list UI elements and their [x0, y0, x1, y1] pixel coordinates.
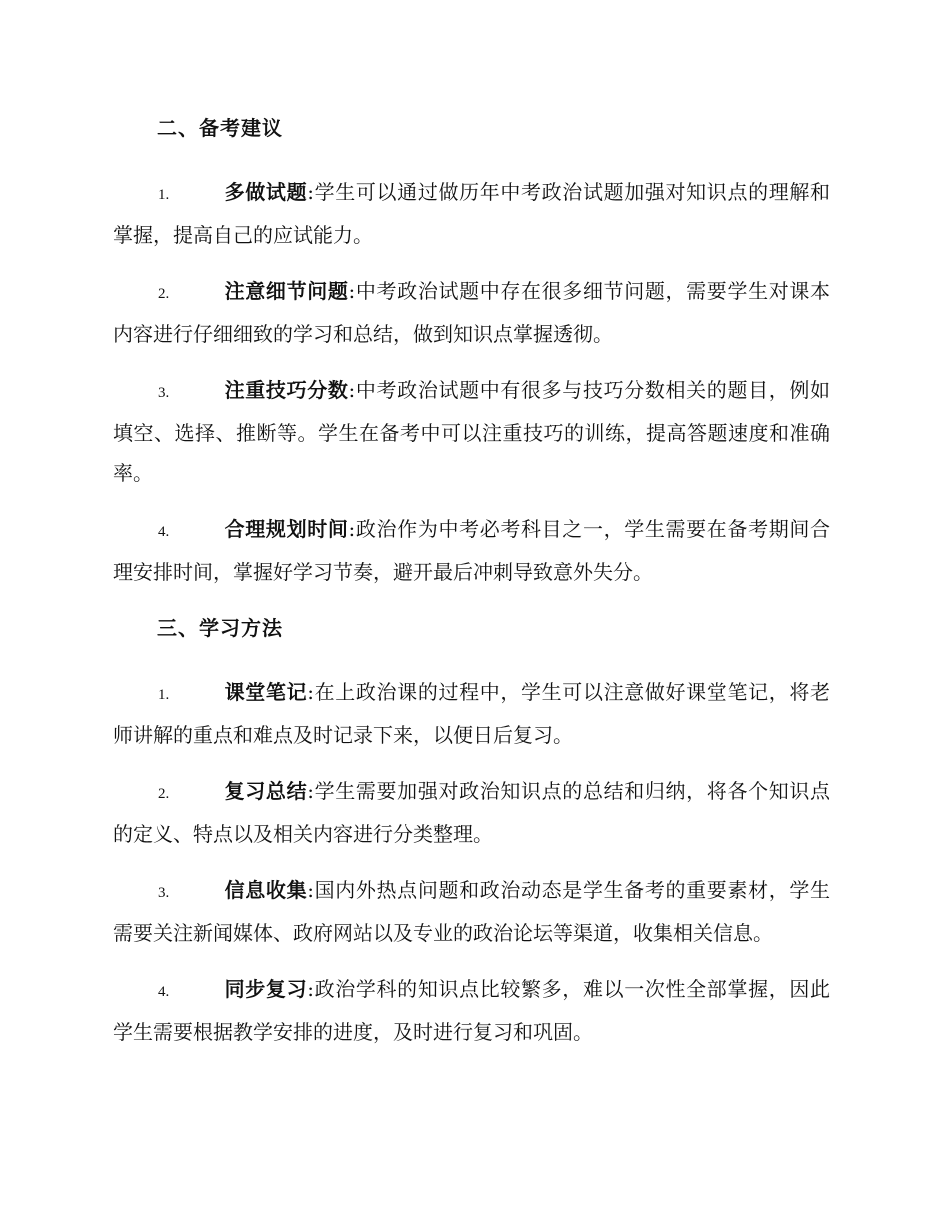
list-number: 3.: [158, 885, 170, 901]
list-item: [113, 870, 830, 953]
list-item: [113, 969, 830, 1052]
list-term: 注意细节问题: [224, 279, 349, 303]
list-number: 4.: [158, 984, 170, 1000]
list-text: 国内外热点问题和政治动态是学生备考的重要素材，学生需要关注新闻媒体、政府网站以及专业的政治论坛等渠道，收集相关信息。: [113, 878, 831, 945]
list-item: [113, 370, 830, 493]
list-term: 信息收集: [224, 878, 308, 902]
list-term: 复习总结: [224, 779, 308, 803]
list-colon: :: [307, 779, 314, 803]
list-number: 2.: [158, 786, 170, 802]
list-item: [113, 271, 830, 354]
list-item: [113, 771, 830, 854]
list-text: 政治作为中考必考科目之一，学生需要在备考期间合理安排时间，掌握好学习节奏，避开最后冲刺导致意外失分。: [113, 517, 831, 584]
list-text: 学生需要加强对政治知识点的总结和归纳，将各个知识点的定义、特点以及相关内容进行分类整理。: [113, 779, 831, 846]
list-colon: :: [307, 180, 314, 204]
list-colon: :: [307, 977, 314, 1001]
list-colon: :: [348, 279, 356, 303]
list-colon: :: [307, 680, 314, 704]
list-number: 2.: [158, 286, 170, 302]
list-text: 学生可以通过做历年中考政治试题加强对知识点的理解和掌握，提高自己的应试能力。: [113, 180, 831, 247]
list-item: [113, 509, 830, 592]
list-term: 合理规划时间: [224, 517, 349, 541]
list-term: 多做试题: [224, 180, 308, 204]
list-term: 课堂笔记: [224, 680, 308, 704]
section-heading-study-methods: 三、学习方法: [157, 616, 283, 640]
list-text: 在上政治课的过程中，学生可以注意做好课堂笔记，将老师讲解的重点和难点及时记录下来，以便日后复习。: [113, 680, 831, 747]
list-colon: :: [348, 517, 356, 541]
section-heading-prep-advice: 二、备考建议: [157, 116, 283, 140]
list-text: 政治学科的知识点比较繁多，难以一次性全部掌握，因此学生需要根据教学安排的进度，及时进行复习和巩固。: [113, 977, 831, 1044]
list-item: [113, 172, 830, 255]
list-number: 1.: [158, 187, 170, 203]
list-colon: :: [348, 378, 356, 402]
list-item: [113, 672, 830, 755]
list-number: 3.: [158, 385, 170, 401]
list-colon: :: [307, 878, 314, 902]
list-number: 4.: [158, 524, 170, 540]
list-term: 同步复习: [224, 977, 308, 1001]
list-term: 注重技巧分数: [224, 378, 349, 402]
list-text: 中考政治试题中有很多与技巧分数相关的题目，例如填空、选择、推断等。学生在备考中可以注重技巧的训练，提高答题速度和准确率。: [113, 378, 831, 485]
list-number: 1.: [158, 687, 170, 703]
list-text: 中考政治试题中存在很多细节问题，需要学生对课本内容进行仔细细致的学习和总结，做到知识点掌握透彻。: [113, 279, 831, 346]
